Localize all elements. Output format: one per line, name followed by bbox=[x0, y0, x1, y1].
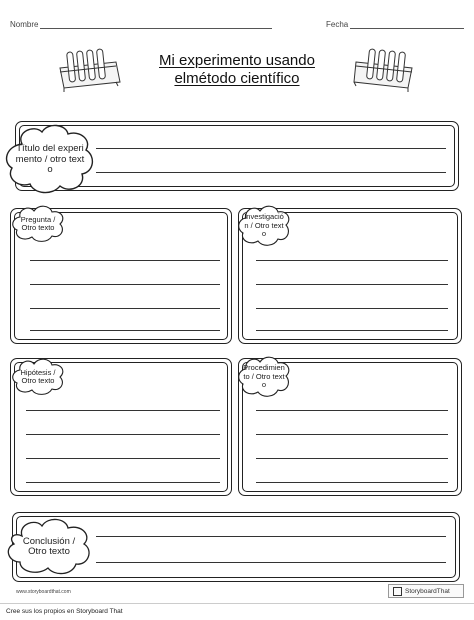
conclusion-cloud-label: Conclusión / Otro texto bbox=[22, 535, 76, 557]
procedure-line-1[interactable] bbox=[256, 410, 448, 411]
research-line-4[interactable] bbox=[256, 330, 448, 331]
page-title bbox=[130, 52, 344, 88]
date-line[interactable] bbox=[350, 28, 464, 29]
procedure-line-4[interactable] bbox=[256, 482, 448, 483]
question-line-3[interactable] bbox=[30, 308, 220, 309]
hypothesis-line-4[interactable] bbox=[26, 482, 220, 483]
name-line[interactable] bbox=[40, 28, 272, 29]
footer-divider bbox=[0, 603, 474, 604]
storyboardthat-logo[interactable] bbox=[388, 584, 464, 598]
procedure-line-3[interactable] bbox=[256, 458, 448, 459]
name-label: Nombre bbox=[10, 20, 39, 29]
question-line-2[interactable] bbox=[30, 284, 220, 285]
question-line-1[interactable] bbox=[30, 260, 220, 261]
logo-icon bbox=[393, 587, 402, 596]
hypothesis-cloud bbox=[10, 358, 66, 396]
research-cloud-label: Investigación / Otro texto bbox=[244, 212, 284, 239]
test-tube-rack-icon-right bbox=[352, 46, 420, 94]
hypothesis-line-2[interactable] bbox=[26, 434, 220, 435]
title-cloud-label: Título del experimento / otro texto bbox=[15, 143, 85, 176]
hypothesis-line-3[interactable] bbox=[26, 458, 220, 459]
research-line-3[interactable] bbox=[256, 308, 448, 309]
title-box-line-2[interactable] bbox=[96, 172, 446, 173]
conclusion-cloud bbox=[6, 518, 92, 576]
research-line-1[interactable] bbox=[256, 260, 448, 261]
question-cloud-label: Pregunta / Otro texto bbox=[20, 214, 56, 232]
procedure-line-2[interactable] bbox=[256, 434, 448, 435]
footer-bar-text[interactable]: Cree sus los propios en Storyboard That bbox=[6, 608, 123, 615]
question-line-4[interactable] bbox=[30, 330, 220, 331]
title-cloud bbox=[4, 122, 96, 196]
procedure-cloud-label: Procedimiento / Otro texto bbox=[243, 363, 285, 390]
logo-text: StoryboardThat bbox=[405, 587, 450, 595]
test-tube-rack-icon-left bbox=[56, 46, 124, 94]
conclusion-line-1[interactable] bbox=[96, 536, 446, 537]
research-cloud bbox=[236, 205, 292, 247]
procedure-cloud bbox=[236, 356, 292, 398]
footer-url[interactable]: www.storyboardthat.com bbox=[16, 589, 71, 595]
conclusion-line-2[interactable] bbox=[96, 562, 446, 563]
hypothesis-line-1[interactable] bbox=[26, 410, 220, 411]
hypothesis-cloud-label: Hipótesis / Otro texto bbox=[20, 367, 56, 385]
question-cloud bbox=[10, 205, 66, 243]
date-label: Fecha bbox=[326, 20, 349, 29]
page-title-line1: Mi experimento usando bbox=[159, 52, 315, 69]
page-title-line2: elmétodo científico bbox=[174, 70, 300, 87]
title-box-line-1[interactable] bbox=[96, 148, 446, 149]
research-line-2[interactable] bbox=[256, 284, 448, 285]
